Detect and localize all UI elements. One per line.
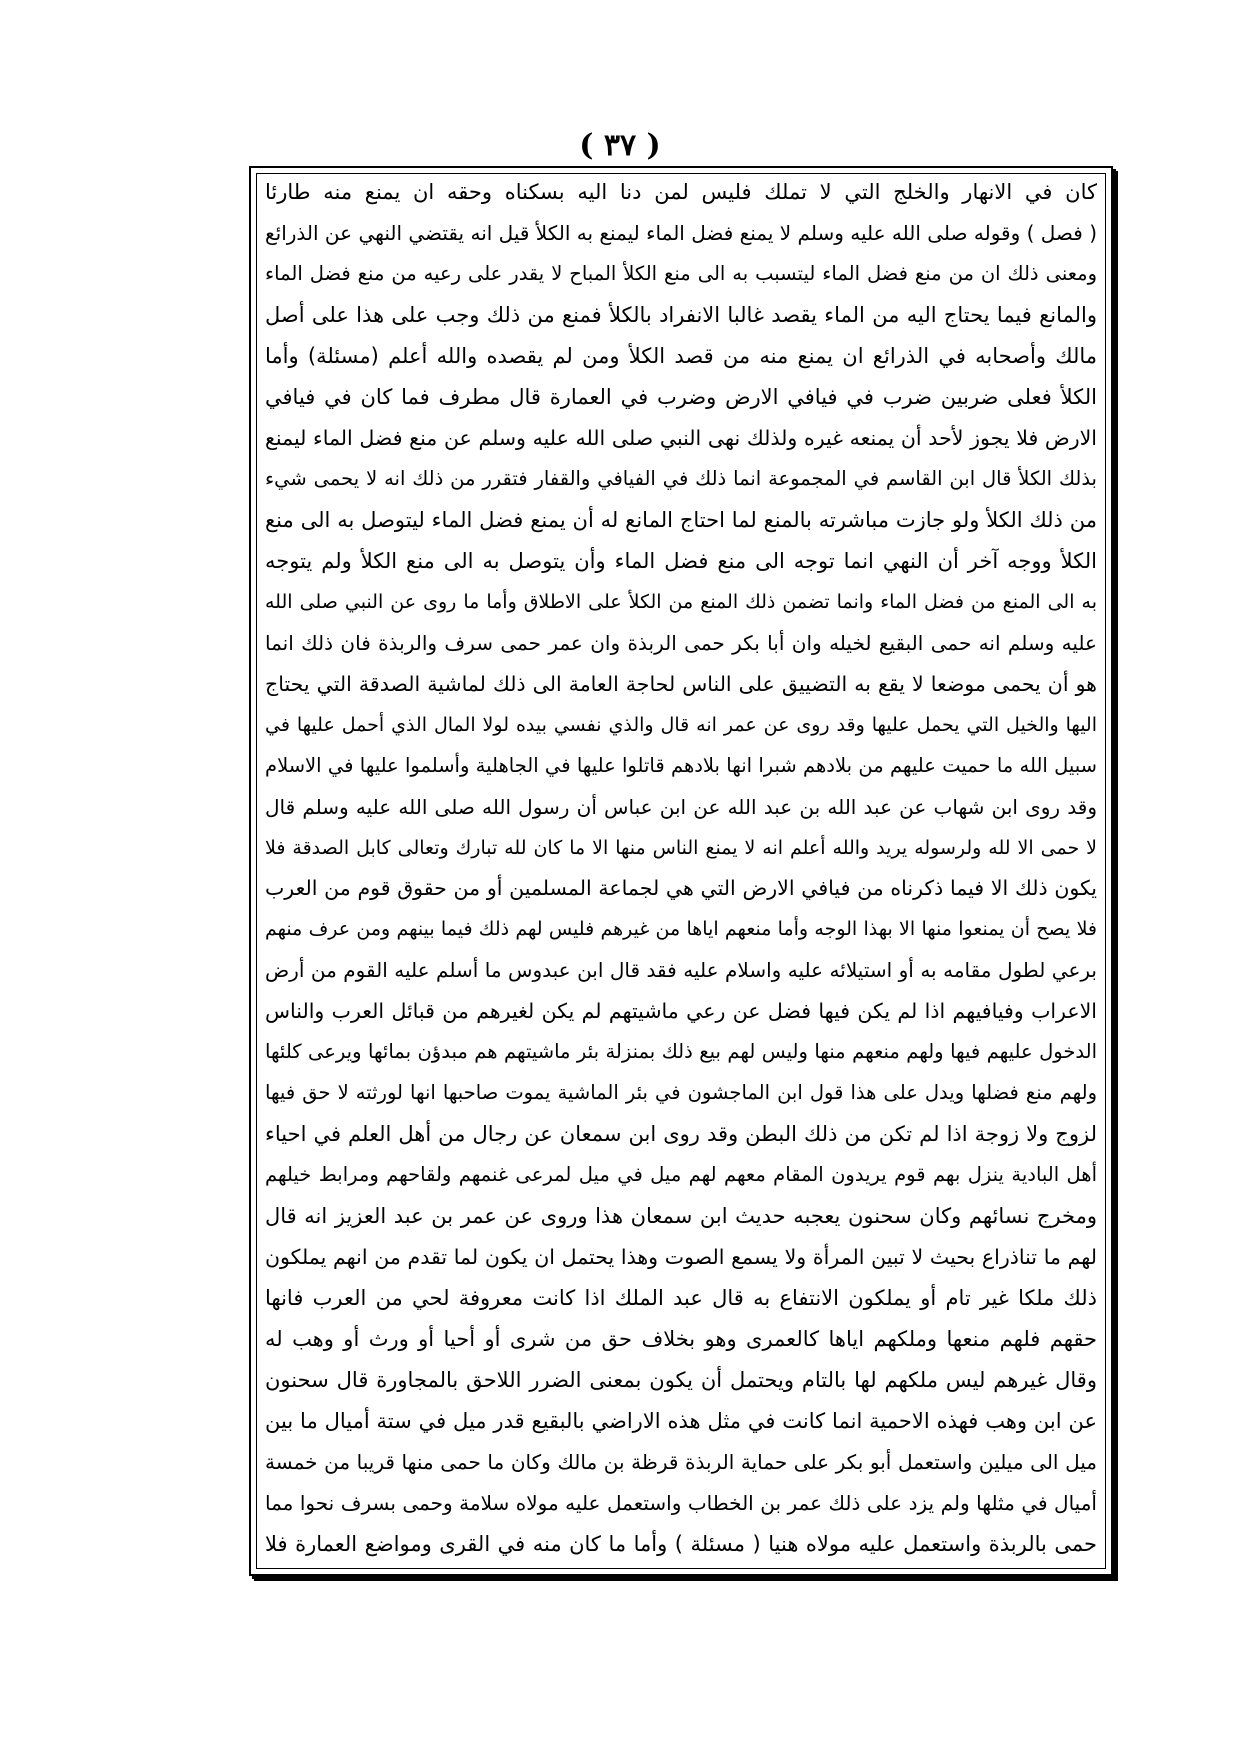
text-frame [249, 166, 1113, 1576]
text-line: من ذلك الكلأ ولو جازت مباشرته بالمنع لما احتاج المانع له أن يمنع فضل الماء ليتوصل به الى منع [265, 507, 1097, 532]
page-number: ( ٣٧ ) [579, 128, 661, 163]
text-line: برعي لطول مقامه به أو استيلائه عليه واسلام عليه فقد قال ابن عبدوس ما أسلم عليه القوم من أرض [265, 958, 1097, 983]
text-line: ومعنى ذلك ان من منع فضل الماء ليتسبب به الى منع الكلأ المباح لا يقدر على رعيه من منع فضل الماء [265, 261, 1097, 285]
text-line: حقهم فلهم منعها وملكهم اياها كالعمرى وهو بخلاف حق من شرى أو أحيا أو ورث أو وهب له [265, 1327, 1097, 1352]
text-line: به الى المنع من فضل الماء وانما تضمن ذلك المنع من الكلأ على الاطلاق وأما ما روى عن النبي صلى الله [265, 590, 1097, 613]
text-line: حمى بالربذة واستعمل عليه مولاه هنيا ( مسئلة ) وأما ما كان منه في القرى ومواضع العمارة فلا [265, 1531, 1097, 1556]
text-line: مالك وأصحابه في الذرائع ان يمنع منه من قصد الكلأ ومن لم يقصده والله أعلم (مسئلة) وأما [265, 343, 1097, 368]
text-line: اليها والخيل التي يحمل عليها وقد روى عن عمر انه قال والذي نفسي بيده لولا المال الذي أحمل عليها في [265, 713, 1097, 736]
text-line: أميال في مثلها ولم يزد على ذلك عمر بن الخطاب واستعمل عليه مولاه سلامة وحمى بسرف نحوا مما [265, 1491, 1097, 1515]
text-line: ومخرج نسائهم وكان سحنون يعجبه حديث ابن سمعان هذا وروى عن عمر بن عبد العزيز انه قال [265, 1204, 1097, 1229]
text-line: لهم ما تناذراع بحيث لا تبين المرأة ولا يسمع الصوت وهذا يحتمل ان يكون لما تقدم من انهم يملكون [265, 1245, 1097, 1270]
text-line: سبيل الله ما حميت عليهم من بلادهم شبرا انها بلادهم قاتلوا عليها في الجاهلية وأسلموا عليها في الاسلام [265, 753, 1097, 777]
text-line: الكلأ ووجه آخر أن النهي انما توجه الى منع فضل الماء وأن يتوصل به الى منع الكلأ ولم يتوجه [265, 548, 1097, 573]
text-line: لزوج ولا زوجة اذا لم تكن من ذلك البطن وقد روى ابن سمعان عن رجال من أهل العلم في احياء [265, 1122, 1097, 1147]
text-line: بذلك الكلأ قال ابن القاسم في المجموعة انما ذلك في الفيافي والقفار فتقرر من ذلك انه لا يحمى شيء [265, 466, 1097, 490]
text-line: فلا يصح أن يمنعوا منها الا بهذا الوجه وأما منعهم اياها من غيرهم فليس لهم ذلك فيما بينهم ومن عرف منهم [265, 918, 1097, 941]
text-line: هو أن يحمى موضعا لا يقع به التضييق على الناس لحاجة العامة الى ذلك لماشية الصدقة التي يحتاج [265, 671, 1097, 696]
text-line: الكلأ فعلى ضربين ضرب في فيافي الارض وضرب في العمارة قال مطرف فما كان في فيافي [265, 384, 1097, 409]
text-line: الدخول عليهم فيها ولهم منعهم منها وليس لهم بيع ذلك بمنزلة بئر ماشيتهم هم مبدؤن بمائها ويرعى كلئها [265, 1040, 1097, 1064]
text-line: لا حمى الا لله ولرسوله يريد والله أعلم انه لا يمنع الناس منها الا ما كان لله تبارك وتعالى كابل الصدقة فلا [265, 836, 1097, 859]
body-text [265, 176, 1097, 1564]
text-line: ( فصل ) وقوله صلى الله عليه وسلم لا يمنع فضل الماء ليمنع به الكلأ قيل انه يقتضي النهي عن الذرائع [265, 220, 1097, 245]
text-line: والمانع فيما يحتاج اليه من الماء يقصد غالبا الانفراد بالكلأ فمنع من ذلك وجب على هذا على أصل [265, 302, 1097, 327]
text-line: الاعراب وفيافيهم اذا لم يكن فيها فضل عن رعي ماشيتهم لم يكن لغيرهم من قبائل العرب والناس [265, 999, 1097, 1024]
text-line: يكون ذلك الا فيما ذكرناه من فيافي الارض التي هي لجماعة المسلمين أو من حقوق قوم من العرب [265, 876, 1097, 901]
text-line: الارض فلا يجوز لأحد أن يمنعه غيره ولذلك نهى النبي صلى الله عليه وسلم عن منع فضل الماء ليمنع [265, 425, 1097, 450]
text-line: أهل البادية ينزل بهم قوم يريدون المقام معهم لهم ميل في ميل لمرعى غنمهم ولقاحهم ومرابط خيلهم [265, 1163, 1097, 1187]
text-line: عليه وسلم انه حمى البقيع لخيله وان أبا بكر حمى الربذة وان عمر حمى سرف والربذة فان ذلك انما [265, 630, 1097, 655]
text-line: ميل الى ميلين واستعمل أبو بكر على حماية الربذة قرظة بن مالك وكان ما حمى منها قريبا من خمسة [265, 1450, 1097, 1475]
text-line: وقد روى ابن شهاب عن عبد الله بن عبد الله عن ابن عباس أن رسول الله صلى الله عليه وسلم قال [265, 794, 1097, 819]
text-line: وقال غيرهم ليس ملكهم لها بالتام ويحتمل أن يكون بمعنى الضرر اللاحق بالمجاورة قال سحنون [265, 1368, 1097, 1393]
text-line: ولهم منع فضلها ويدل على هذا قول ابن الماجشون في بئر الماشية يموت صاحبها انها لورثته لا حق فيها [265, 1081, 1097, 1105]
text-line: ذلك ملكا غير تام أو يملكون الانتفاع به قال عبد الملك اذا كانت معروفة لحي من العرب فانها [265, 1286, 1097, 1311]
text-line: كان في الانهار والخلج التي لا تملك فليس لمن دنا اليه بسكناه وحقه ان يمنع منه طارئا [265, 180, 1097, 204]
text-line: عن ابن وهب فهذه الاحمية انما كانت في مثل هذه الاراضي بالبقيع قدر ميل في ستة أميال ما بين [265, 1409, 1097, 1434]
